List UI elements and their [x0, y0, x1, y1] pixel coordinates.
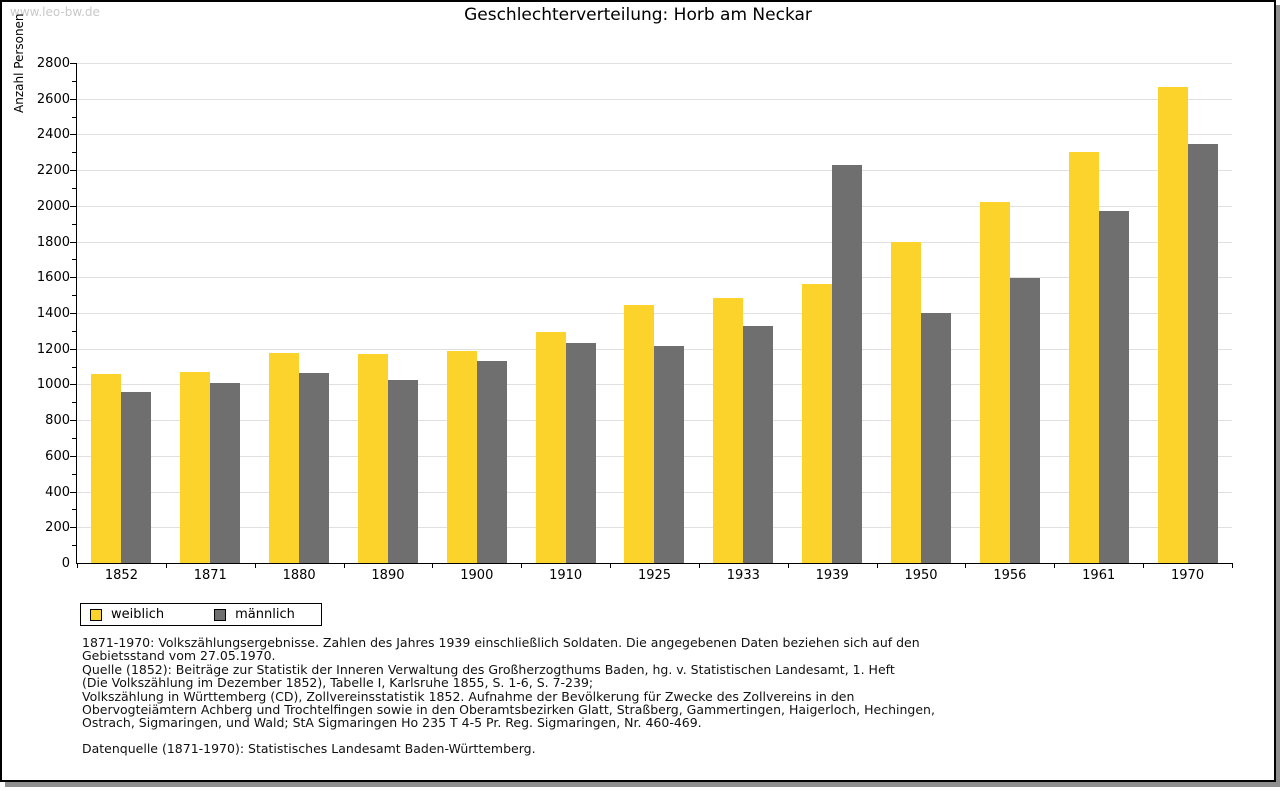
bar-group-1852	[77, 63, 166, 563]
x-tick-label: 1871	[193, 568, 227, 583]
bar-group-1900	[432, 63, 521, 563]
legend-swatch-weiblich	[90, 609, 102, 621]
x-tick	[1232, 563, 1233, 568]
watermark: www.leo-bw.de	[10, 5, 100, 19]
bar-weiblich-1852	[91, 374, 121, 563]
y-tick-label: 2400	[36, 127, 70, 143]
y-tick-label: 1600	[36, 270, 70, 286]
legend	[80, 603, 322, 626]
y-tick-label: 1000	[36, 377, 70, 393]
bar-weiblich-1925	[624, 305, 654, 563]
footnote-line: Ostrach, Sigmaringen, und Wald; StA Sigmaringen Ho 235 T 4-5 Pr. Reg. Sigmaringen, Nr. 460-469.	[82, 715, 702, 731]
x-tick-label: 1961	[1082, 568, 1116, 583]
y-tick-label: 1200	[36, 341, 70, 357]
y-tick-label: 2600	[36, 91, 70, 107]
bar-männlich-1970	[1188, 144, 1218, 563]
bar-weiblich-1950	[891, 242, 921, 563]
y-tick-label: 200	[45, 520, 70, 536]
legend-swatch-maennlich	[214, 609, 226, 621]
bar-weiblich-1933	[713, 298, 743, 563]
bar-weiblich-1871	[180, 372, 210, 563]
bar-männlich-1890	[388, 380, 418, 563]
y-tick-label: 1800	[36, 234, 70, 250]
y-tick-label: 2000	[36, 198, 70, 214]
x-tick-label: 1910	[549, 568, 583, 583]
datasource-line: Datenquelle (1871-1970): Statistisches Landesamt Baden-Württemberg.	[82, 740, 536, 756]
legend-label-weiblich: weiblich	[111, 607, 165, 622]
x-tick-label: 1970	[1171, 568, 1205, 583]
y-tick-label: 400	[45, 484, 70, 500]
bar-weiblich-1961	[1069, 152, 1099, 563]
x-tick-label: 1925	[637, 568, 672, 583]
x-axis-labels	[77, 568, 1232, 583]
footnote-line: 1871-1970: Volkszählungsergebnisse. Zahlen des Jahres 1939 einschließlich Soldaten. Die angegebenen Daten beziehen sich auf den	[82, 635, 920, 650]
y-tick-label: 800	[45, 413, 70, 429]
bar-groups	[77, 63, 1232, 563]
bar-weiblich-1890	[358, 354, 388, 563]
footnote-line: (Die Volkszählung im Dezember 1852), Tabelle I, Karlsruhe 1855, S. 1-6, S. 7-239;	[82, 675, 594, 691]
bar-group-1933	[699, 63, 788, 563]
bar-männlich-1925	[654, 346, 684, 563]
x-tick-label: 1900	[460, 568, 494, 583]
bar-group-1956	[965, 63, 1054, 563]
legend-item-weiblich	[90, 607, 164, 622]
bar-group-1910	[521, 63, 610, 563]
y-tick-label: 0	[61, 556, 70, 571]
bar-männlich-1950	[921, 313, 951, 563]
legend-label-maennlich: männlich	[235, 607, 295, 622]
bar-weiblich-1956	[980, 202, 1010, 563]
y-axis-title: Anzahl Personen	[12, 13, 26, 113]
y-tick-label: 2800	[36, 56, 70, 71]
bar-männlich-1880	[299, 373, 329, 563]
x-tick-label: 1939	[815, 568, 849, 583]
bar-weiblich-1880	[269, 353, 299, 563]
y-tick-label: 600	[45, 448, 70, 464]
footnote-line: Obervogteiämtern Achberg und Trochtelfingen sowie in den Oberamtsbezirken Glatt, Straßberg, Gammertingen, Haigerloch, Hechingen,	[82, 702, 935, 718]
x-tick-label: 1880	[282, 568, 316, 583]
bar-männlich-1900	[477, 361, 507, 563]
bar-männlich-1961	[1099, 211, 1129, 563]
footnote-line: Gebietsstand vom 27.05.1970.	[82, 648, 276, 664]
bar-weiblich-1900	[447, 351, 477, 564]
bar-group-1961	[1054, 63, 1143, 563]
bar-group-1890	[344, 63, 433, 563]
bar-männlich-1939	[832, 165, 862, 563]
bar-weiblich-1939	[802, 284, 832, 563]
bar-group-1925	[610, 63, 699, 563]
x-tick-label: 1890	[371, 568, 405, 583]
bar-männlich-1852	[121, 392, 151, 563]
bar-group-1939	[788, 63, 877, 563]
bar-männlich-1871	[210, 383, 240, 563]
x-tick-label: 1852	[104, 568, 138, 583]
footnote-block	[82, 636, 1182, 755]
y-tick-label: 2200	[36, 163, 70, 179]
bar-group-1880	[255, 63, 344, 563]
page-title: Geschlechterverteilung: Horb am Neckar	[464, 5, 812, 25]
x-tick-label: 1956	[993, 568, 1027, 583]
bar-group-1970	[1143, 63, 1232, 563]
y-tick-label: 1400	[36, 306, 70, 321]
x-tick-label: 1933	[726, 568, 760, 583]
footnote-line: Quelle (1852): Beiträge zur Statistik der Inneren Verwaltung des Großherzogthums Baden, hg. v. Statistischen Landesamt, 1. Heft	[82, 661, 895, 677]
bar-weiblich-1910	[536, 332, 566, 563]
footnote-line: Volkszählung in Württemberg (CD), Zollvereinsstatistik 1852. Aufnahme der Bevölkerung für Zwecke des Zollvereins in den	[82, 688, 855, 704]
bar-group-1950	[877, 63, 966, 563]
x-tick-label: 1950	[904, 568, 938, 583]
bar-männlich-1910	[566, 343, 596, 563]
bar-weiblich-1970	[1158, 87, 1188, 563]
bar-group-1871	[166, 63, 255, 563]
legend-item-maennlich	[214, 607, 295, 622]
bar-männlich-1933	[743, 326, 773, 563]
x-axis-line	[76, 563, 1233, 564]
bar-männlich-1956	[1010, 278, 1040, 563]
